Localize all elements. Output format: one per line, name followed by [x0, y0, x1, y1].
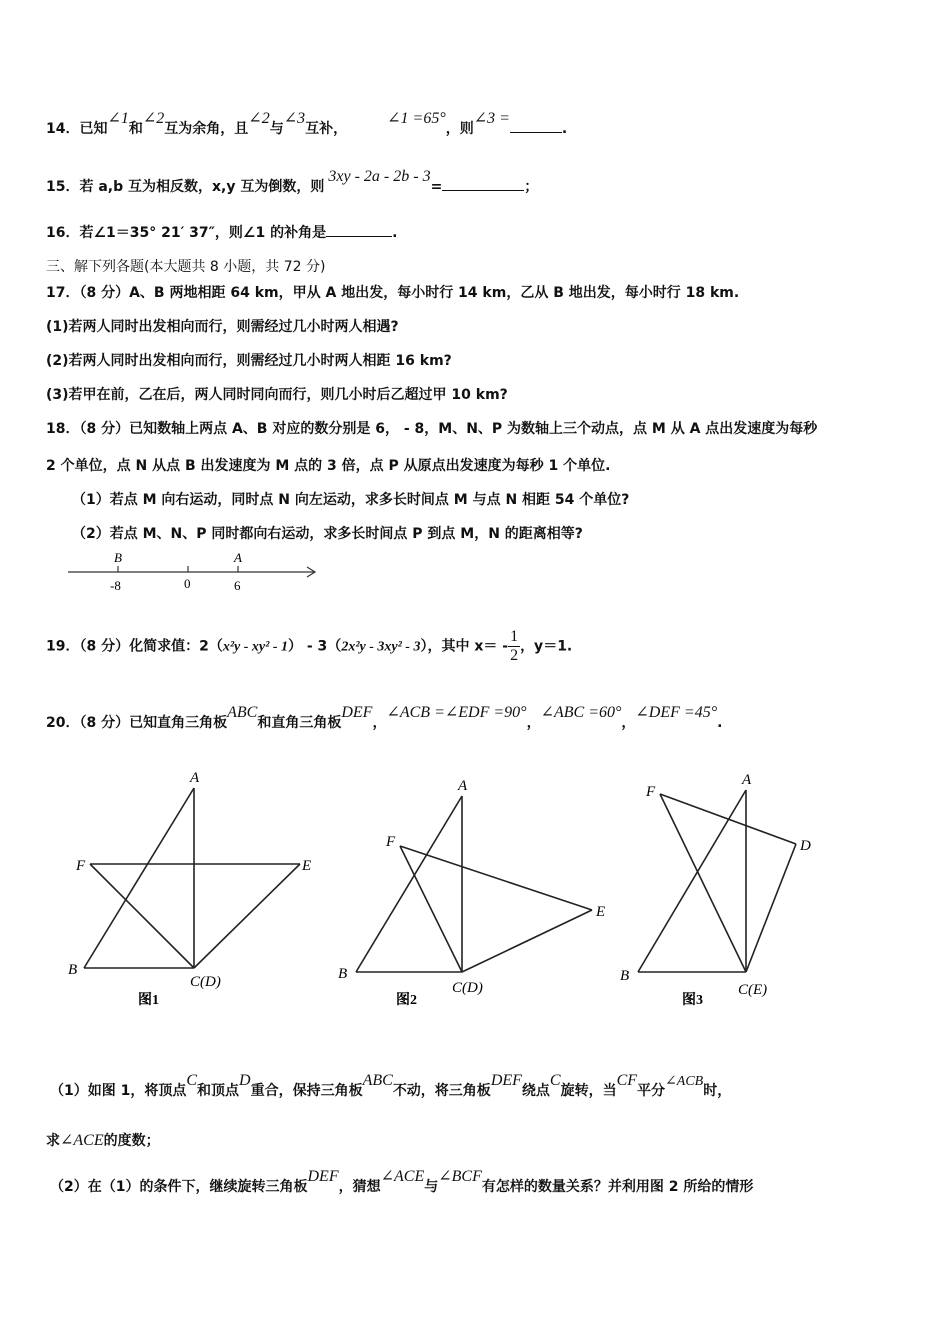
fig2-label-B: B: [338, 966, 348, 982]
number-line-figure: [64, 548, 324, 596]
fig2-label-E: E: [596, 904, 606, 920]
fig3-label-B: B: [620, 968, 630, 984]
question-18-stem: 18．（8 分）已知数轴上两点 A、B 对应的数分别是 6， - 8，M、N、P 为数轴上三个动点，点 M 从 A 点出发速度为每秒: [46, 421, 818, 437]
fig3-caption: 图3: [682, 993, 703, 1008]
fraction-one-half: $\frac{1}{2}$: [510, 628, 519, 664]
figure-3: [610, 760, 850, 1020]
fig3-label-F: F: [646, 784, 656, 800]
figure-1: [60, 760, 330, 1020]
fig1-label-A: A: [190, 770, 200, 786]
fig2-label-F: F: [386, 834, 396, 850]
right-angles: ∠ACB =∠EDF =90°: [386, 704, 527, 721]
question-18-part1: （1）若点 M 向右运动，同时点 N 向左运动，求多长时间点 M 与点 N 相距 54 个单位?: [72, 492, 630, 508]
question-20-part2: （2）在（1）的条件下，继续旋转三角板DEF，猜想∠ACE与∠BCF有怎样的数量关系？并利用图 2 所给的情形: [50, 1168, 754, 1195]
expr-1: x²y - xy² - 1: [222, 639, 288, 655]
tick-label-A: 6: [234, 578, 241, 593]
point-A-label: A: [234, 550, 242, 565]
question-18-part2: （2）若点 M、N、P 同时都向右运动，求多长时间点 P 到点 M，N 的距离相等?: [72, 526, 583, 542]
q15-expression: 3xy - 2a - 2b - 3: [328, 168, 431, 185]
question-14: 14．已知∠1和∠2互为余角，且∠2与∠3互补，∠1 =65°，则∠3 =.: [46, 110, 568, 137]
answer-blank: [326, 224, 392, 237]
angle-1-symbol: ∠1: [107, 110, 129, 127]
fig2-caption: 图2: [396, 993, 417, 1008]
fig1-label-CD: C(D): [190, 974, 221, 990]
question-16: 16．若∠1＝35° 21′ 37″，则∠1 的补角是 .: [46, 225, 398, 241]
angle-ABC-value: ∠ABC =60°: [540, 704, 622, 721]
expr-2: 2x²y - 3xy² - 3: [341, 639, 421, 655]
fig2-label-A: A: [458, 778, 468, 794]
question-20-part1-cont: 求∠ACE的度数；: [46, 1132, 160, 1149]
fig1-label-E: E: [302, 858, 312, 874]
angle-2-symbol: ∠2: [248, 110, 270, 127]
fig1-label-B: B: [68, 962, 78, 978]
question-17-part1: (1)若两人同时出发相向而行，则需经过几小时两人相遇?: [46, 319, 399, 335]
fig2-label-CD: C(D): [452, 980, 483, 996]
angle-3-expr: ∠3 =: [473, 110, 510, 127]
question-17-stem: 17．（8 分）A、B 两地相距 64 km，甲从 A 地出发，每小时行 14 km，乙从 B 地出发，每小时行 18 km.: [46, 285, 740, 301]
triangle-ABC: ABC: [227, 704, 258, 721]
question-20-stem: 20．（8 分）已知直角三角板ABC和直角三角板DEF，∠ACB =∠EDF =90°，∠ABC =60°，∠DEF =45°.: [46, 704, 723, 731]
fig3-label-CE: C(E): [738, 982, 768, 998]
q14-number: 14．: [46, 121, 80, 137]
question-17-part3: (3)若甲在前，乙在后，两人同时同向而行，则几小时后乙超过甲 10 km?: [46, 387, 508, 403]
question-20-part1: （1）如图 1，将顶点C和顶点D重合，保持三角板ABC不动，将三角板DEF绕点C旋转，当CF平分∠ACB时，: [50, 1072, 732, 1099]
question-18-stem-cont: 2 个单位，点 N 从点 B 出发速度为 M 点的 3 倍，点 P 从原点出发速度为每秒 1 个单位.: [46, 458, 611, 474]
tick-label-B: -8: [110, 578, 121, 593]
section-heading: 三、解下列各题(本大题共 8 小题，共 72 分): [46, 259, 326, 275]
fig3-label-D: D: [800, 838, 811, 854]
answer-blank: [442, 178, 524, 191]
fig1-caption: 图1: [138, 993, 159, 1008]
question-15: 15．若 a,b 互为相反数，x,y 互为倒数，则3xy - 2a - 2b - 3= ；: [46, 168, 539, 195]
angle-3-symbol: ∠3: [283, 110, 306, 127]
point-B-label: B: [114, 550, 122, 565]
fig3-label-A: A: [742, 772, 752, 788]
triangle-DEF: DEF: [341, 704, 373, 721]
question-17-part2: (2)若两人同时出发相向而行，则需经过几小时两人相距 16 km?: [46, 353, 452, 369]
angle-1-value: ∠1 =65°: [387, 110, 446, 127]
question-19: 19．（8 分）化简求值：2（x²y - xy² - 1） - 3（2x²y - 3xy² - 3），其中 x＝ - $\frac{1}{2}$ ，y＝1.: [46, 628, 573, 664]
figure-2: [330, 760, 620, 1020]
angle-DEF-value: ∠DEF =45°: [635, 704, 718, 721]
angle-2-symbol: ∠2: [142, 110, 165, 127]
answer-blank: [510, 120, 562, 133]
tick-label-origin: 0: [184, 576, 191, 591]
fig1-label-F: F: [76, 858, 86, 874]
